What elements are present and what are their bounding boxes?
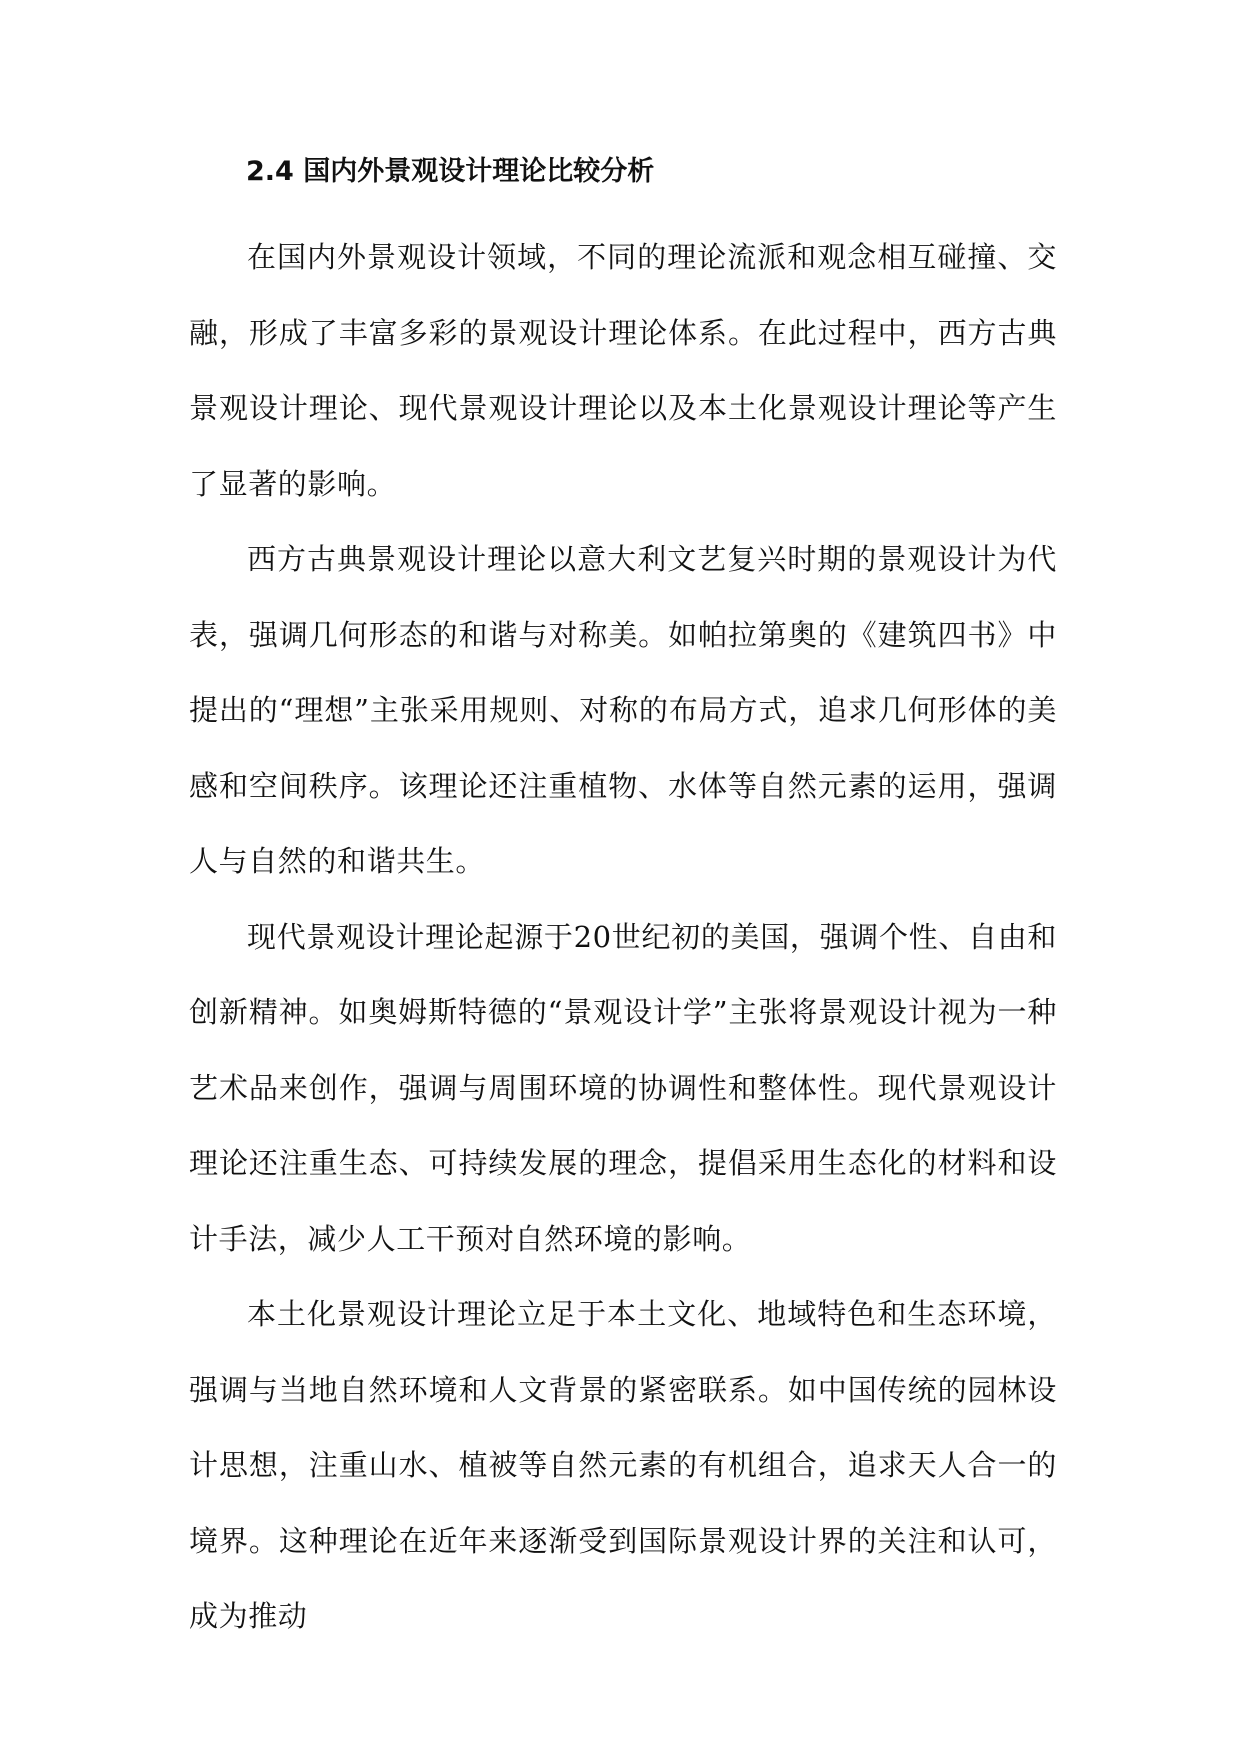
paragraph-intro: 在国内外景观设计领域，不同的理论流派和观念相互碰撞、交融，形成了丰富多彩的景观设计理论体系。在此过程中，西方古典景观设计理论、现代景观设计理论以及本土化景观设计理论等产生了显著的影响。 (189, 240, 1057, 501)
section-heading: 2.4 国内外景观设计理论比较分析 (246, 156, 655, 187)
paragraph-modern: 现代景观设计理论起源于20世纪初的美国，强调个性、自由和创新精神。如奥姆斯特德的“景观设计学”主张将景观设计视为一种艺术品来创作，强调与周围环境的协调性和整体性。现代景观设计理论还注重生态、可持续发展的理念，提倡采用生态化的材料和设计手法，减少人工干预对自然环境的影响。 (189, 919, 1057, 1256)
paragraph-western-classical: 西方古典景观设计理论以意大利文艺复兴时期的景观设计为代表，强调几何形态的和谐与对称美。如帕拉第奥的《建筑四书》中提出的“理想”主张采用规则、对称的布局方式，追求几何形体的美感和空间秩序。该理论还注重植物、水体等自然元素的运用，强调人与自然的和谐共生。 (189, 542, 1057, 878)
paragraph-localized: 本土化景观设计理论立足于本土文化、地域特色和生态环境，强调与当地自然环境和人文背景的紧密联系。如中国传统的园林设计思想，注重山水、植被等自然元素的有机组合，追求天人合一的境界。这种理论在近年来逐渐受到国际景观设计界的关注和认可，成为推动 (189, 1297, 1057, 1633)
body-text (189, 220, 1057, 1655)
